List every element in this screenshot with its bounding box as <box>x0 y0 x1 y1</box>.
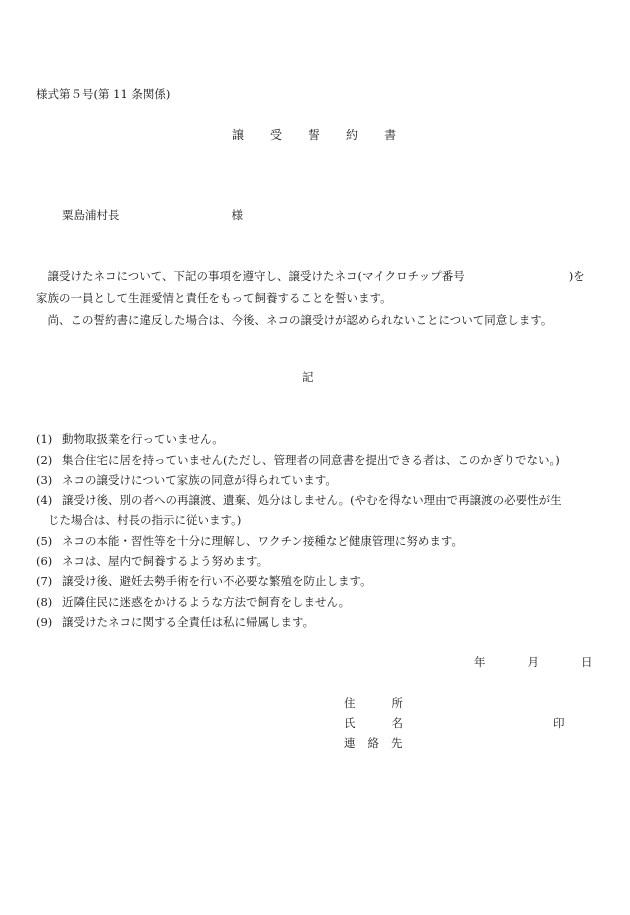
date-line <box>474 654 593 670</box>
list-item <box>36 553 268 569</box>
pledge-text: 尚、この誓約書に違反した場合は、今後、ネコの譲受けが認められないことについて同意します。 <box>47 313 553 327</box>
item-number: (3) <box>36 473 53 487</box>
item-number: (7) <box>36 574 53 588</box>
title-char: 受 <box>270 128 283 142</box>
pledge-text: 譲受けたネコについて、下記の事項を遵守し、譲受けたネコ(マイクロチップ番号 <box>47 269 465 283</box>
ki-heading: 記 <box>302 370 314 384</box>
item-number: (8) <box>36 595 53 609</box>
pledge-paragraph-3 <box>36 312 552 328</box>
title-char: 譲 <box>232 128 245 142</box>
list-item <box>36 492 562 508</box>
date-month-label: 月 <box>527 655 539 669</box>
title-char: 約 <box>346 128 359 142</box>
item-text: ネコの本能・習性等を十分に理解し、ワクチン接種など健康管理に努めます。 <box>62 534 464 548</box>
item-text: ネコは、屋内で飼養するよう努めます。 <box>62 554 269 568</box>
title-char: 書 <box>384 128 397 142</box>
item-text: 近隣住民に迷惑をかけるような方法で飼育をしません。 <box>62 595 351 609</box>
item-text: 譲受けたネコに関する全責任は私に帰属します。 <box>62 615 315 629</box>
item-text: 動物取扱業を行っていません。 <box>62 432 224 446</box>
contact-label: 連 絡 先 <box>344 736 403 750</box>
pledge-paragraph-1 <box>36 268 585 284</box>
list-item <box>36 431 224 447</box>
addressee-honorific: 様 <box>231 208 243 222</box>
item-text: 譲受け後、別の者への再譲渡、遺棄、処分はしません。(やむを得ない理由で再譲渡の必要性が生 <box>62 493 562 507</box>
signature-contact-row <box>344 735 403 751</box>
item-text: 集合住宅に居を持っていません(ただし、管理者の同意書を提出できる者は、このかぎりでない。) <box>62 453 560 467</box>
list-item <box>36 472 337 488</box>
list-item <box>36 533 463 549</box>
item-number: (4) <box>36 493 53 507</box>
date-year-label: 年 <box>474 655 486 669</box>
item-number: (1) <box>36 432 53 446</box>
item-text: ネコの譲受けについて家族の同意が得られています。 <box>62 473 337 487</box>
signature-address-row <box>344 695 403 711</box>
item-number: (5) <box>36 534 53 548</box>
addressee-name: 粟島浦村長 <box>62 208 120 222</box>
item-number: (9) <box>36 615 53 629</box>
item-text: 譲受け後、避妊去勢手術を行い不必要な繁殖を防止します。 <box>62 574 372 588</box>
document-title <box>232 126 396 143</box>
list-item <box>36 573 372 589</box>
list-item <box>36 614 314 630</box>
name-label: 氏 名 <box>344 716 403 730</box>
list-item <box>36 452 560 468</box>
form-number: 様式第５号(第 11 条関係) <box>36 87 171 101</box>
list-item-continuation: じた場合は、村長の指示に従います。) <box>48 513 242 527</box>
item-number: (6) <box>36 554 53 568</box>
signature-name-row <box>344 715 565 731</box>
date-day-label: 日 <box>581 655 593 669</box>
item-number: (2) <box>36 453 53 467</box>
address-label: 住 所 <box>344 696 403 710</box>
list-item <box>36 594 350 610</box>
pledge-paragraph-2: 家族の一員として生涯愛情と責任をもって飼養することを誓います。 <box>36 291 392 305</box>
seal-mark: 印 <box>553 716 565 730</box>
title-char: 誓 <box>308 128 321 142</box>
pledge-text-end: )を <box>568 269 585 283</box>
addressee <box>62 207 243 223</box>
